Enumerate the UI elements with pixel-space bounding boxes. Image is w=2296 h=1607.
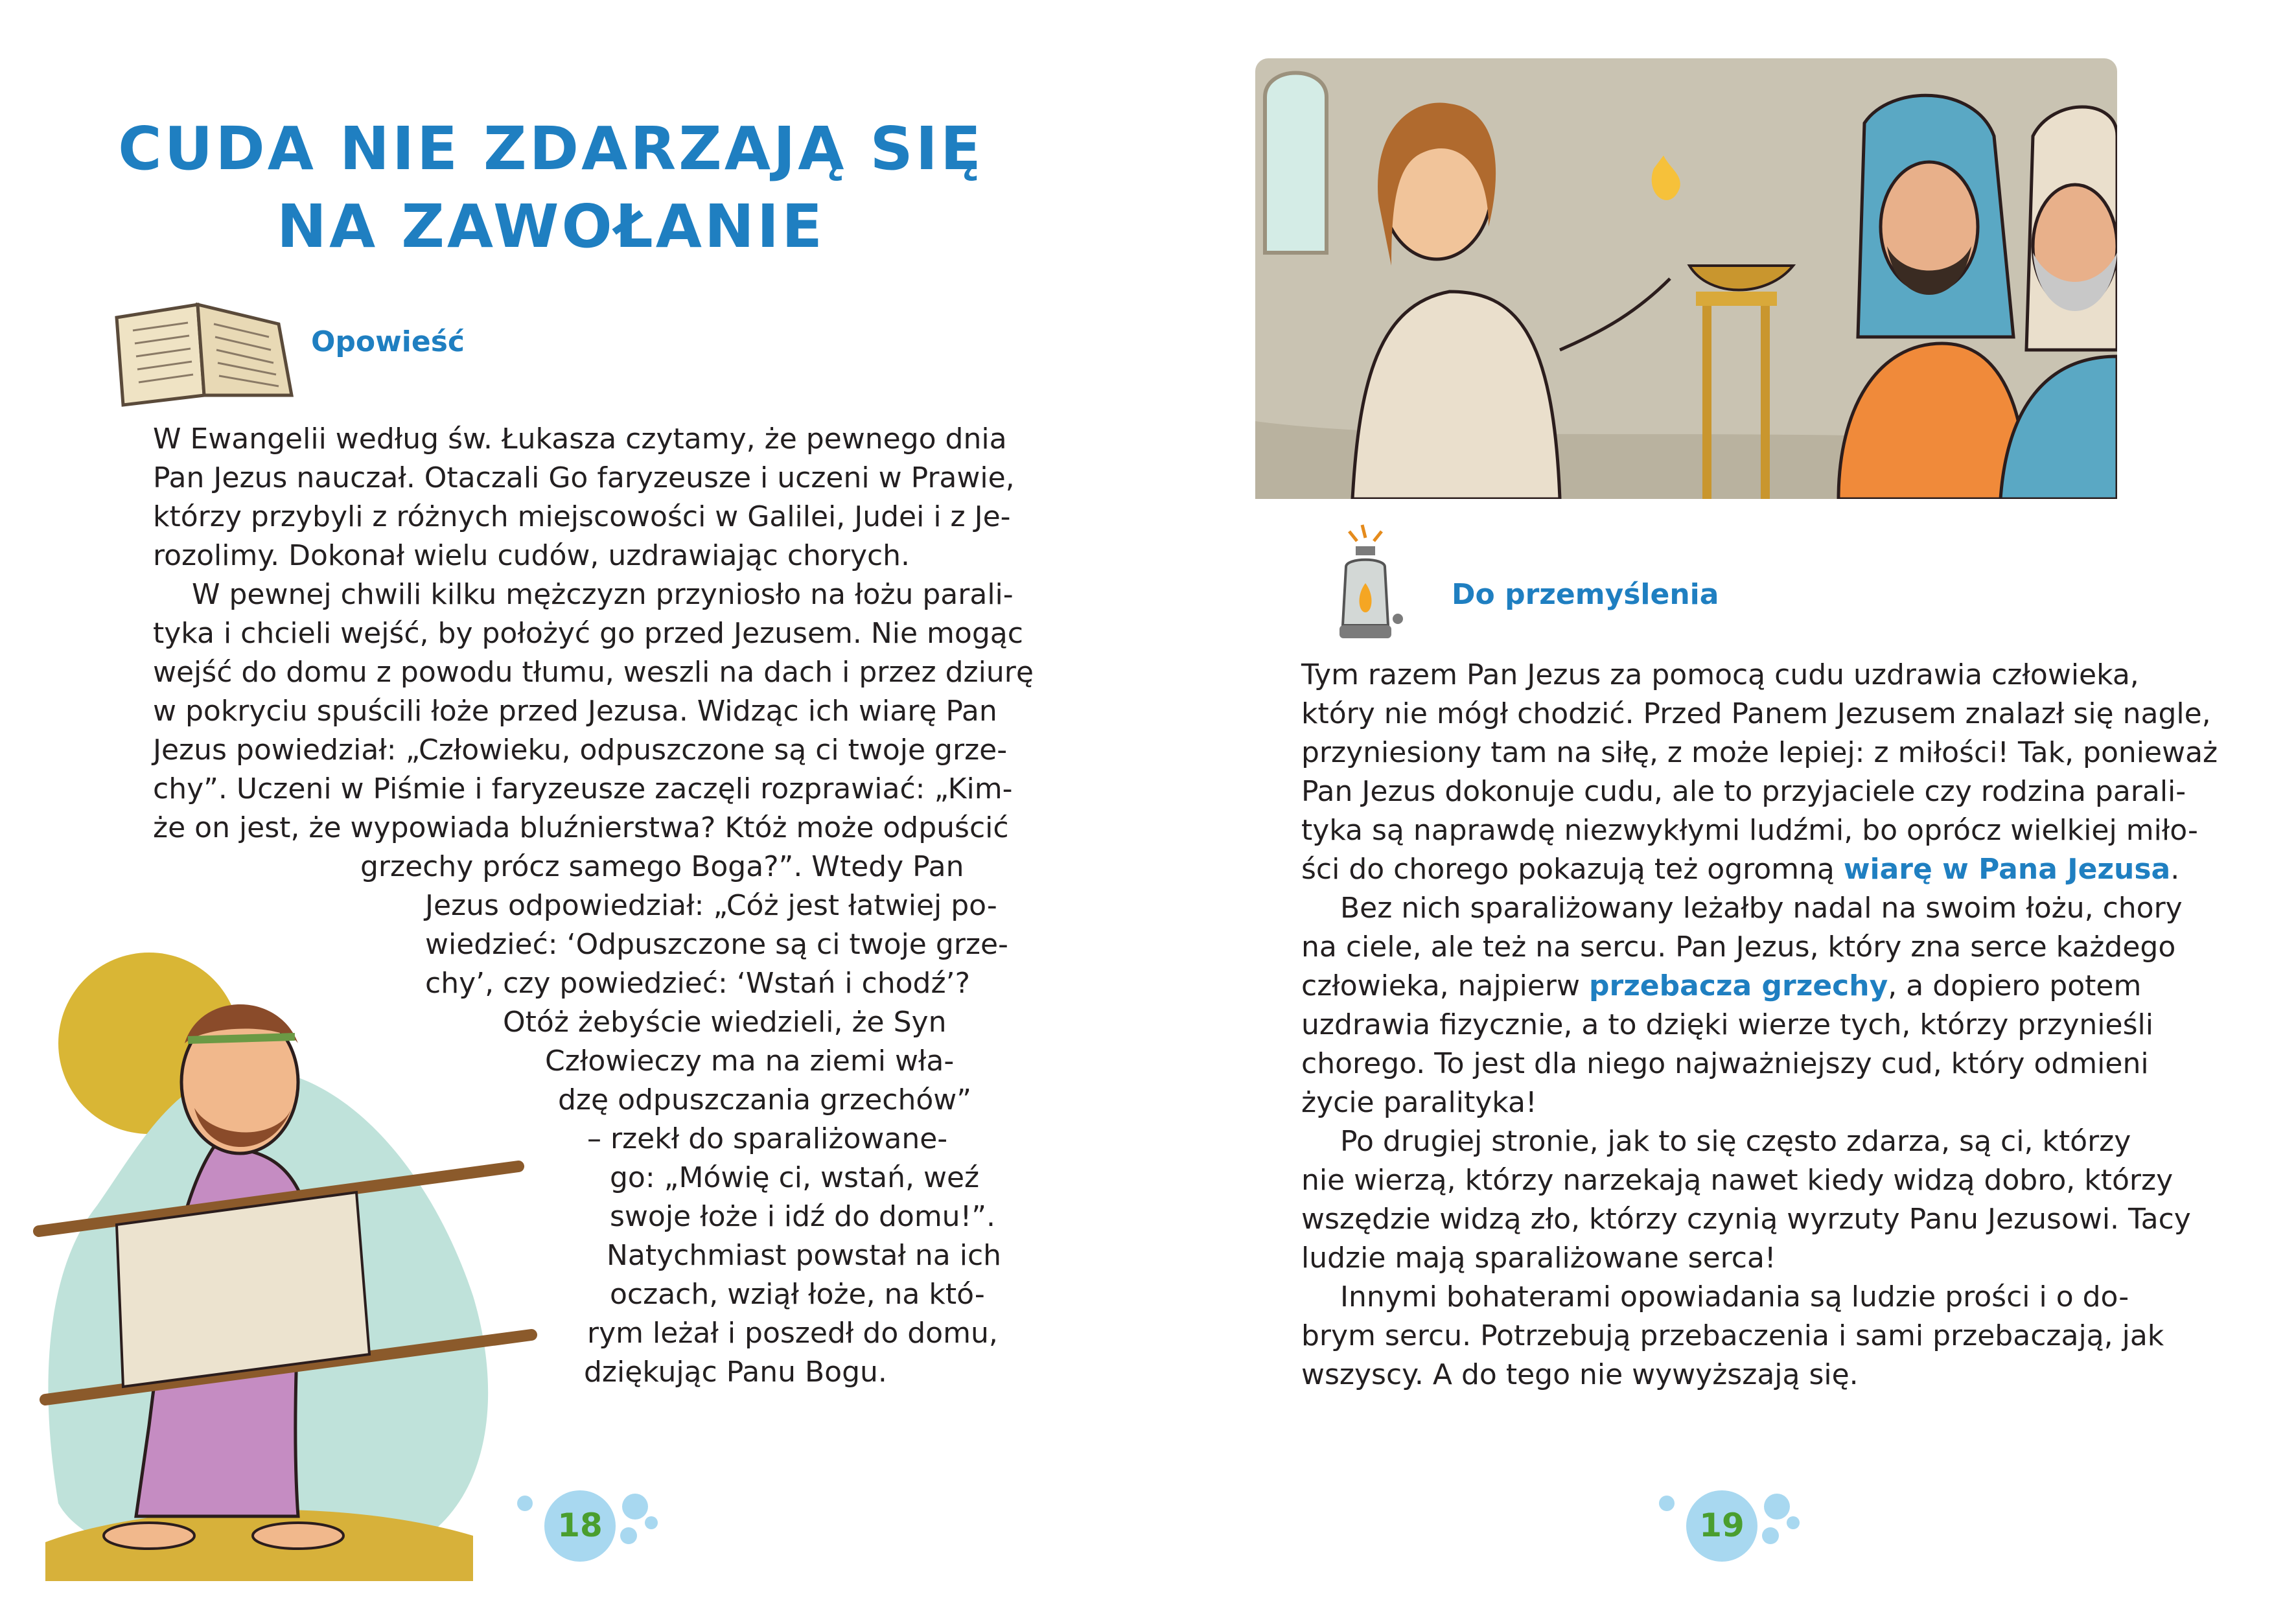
reflection-line: wszyscy. A do tego nie wywyższają się. [1301,1358,1859,1391]
story-line: którzy przybyli z różnych miejscowości w Galilei, Judei i z Je- [153,500,1011,533]
reflection-line: Bez nich sparaliżowany leżałby nadal na swoim łożu, chory [1340,892,2183,925]
story-line: wiedzieć: ‘Odpuszczone są ci twoje grze- [425,928,1008,961]
reflection-line: Tym razem Pan Jezus za pomocą cudu uzdrawia człowieka, [1301,658,2139,691]
page-title [117,110,985,266]
story-line: rym leżał i poszedł do domu, [587,1317,998,1350]
reflection-text-part: człowieka, najpierw [1301,969,1589,1002]
highlight-faith: wiarę w Pana Jezusa [1843,853,2171,886]
story-line: że on jest, że wypowiada bluźnierstwa? Któż może odpuścić [153,811,1009,844]
reflection-text-part: ści do chorego pokazują też ogromną [1301,853,1844,886]
story-line: swoje łoże i idź do domu!”. [610,1200,995,1233]
reflection-line: życie paralityka! [1301,1086,1537,1119]
story-line: go: „Mówię ci, wstań, weź [610,1161,980,1194]
story-line: tyka i chcieli wejść, by położyć go przed Jezusem. Nie mogąc [153,617,1023,650]
page-number: 19 [1699,1507,1745,1544]
reflection-line: brym sercu. Potrzebują przebaczenia i sami przebaczają, jak [1301,1319,2164,1352]
reflection-line: wszędzie widzą zło, którzy czynią wyrzuty Panu Jezusowi. Tacy [1301,1203,2191,1236]
illustration-jesus-teaching [1255,58,2117,499]
reflection-line: Po drugiej stronie, jak to się często zdarza, są ci, którzy [1340,1125,2131,1158]
reflection-line: uzdrawia fizycznie, a to dzięki wierze tych, którzy przynieśli [1301,1008,2153,1041]
story-line: Jezus powiedział: „Człowieku, odpuszczone są ci twoje grze- [153,734,1008,767]
reflection-text [1301,656,2218,1394]
highlight-forgives-sins: przebacza grzechy [1589,969,1888,1002]
section-heading-reflection: Do przemyślenia [1452,578,1719,611]
story-line: Pan Jezus nauczał. Otaczali Go faryzeusze i uczeni w Prawie, [153,461,1015,494]
title-line-1: CUDA NIE ZDARZAJĄ SIĘ [118,114,984,183]
story-line: wejść do domu z powodu tłumu, weszli na dach i przez dziurę [153,656,1034,689]
story-line: grzechy prócz samego Boga?”. Wtedy Pan [360,850,964,883]
reflection-line: Pan Jezus dokonuje cudu, ale to przyjaciele czy rodzina parali- [1301,775,2186,808]
open-book-icon [110,298,298,408]
reflection-line: chorego. To jest dla niego najważniejszy cud, który odmieni [1301,1047,2149,1080]
reflection-text-part: , a dopiero potem [1888,969,2142,1002]
story-line: Natychmiast powstał na ich [607,1239,1002,1272]
right-page [1148,0,2296,1607]
story-line: – rzekł do sparaliżowane- [587,1122,948,1155]
reflection-line: który nie mógł chodzić. Przed Panem Jezusem znalazł się nagle, [1301,697,2211,730]
reflection-line: nie wierzą, którzy narzekają nawet kiedy widzą dobro, którzy [1301,1164,2174,1197]
story-line: rozolimy. Dokonał wielu cudów, uzdrawiając chorych. [153,539,910,572]
story-line: W Ewangelii według św. Łukasza czytamy, że pewnego dnia [153,422,1007,456]
story-line: Człowieczy ma na ziemi wła- [545,1045,955,1078]
title-line-2: NA ZAWOŁANIE [276,192,826,261]
page-number: 18 [557,1507,603,1544]
reflection-text-part: . [2170,853,2180,886]
left-page [0,0,1147,1607]
story-line: W pewnej chwili kilku mężczyzn przyniosło na łożu parali- [192,578,1014,611]
reflection-line: Innymi bohaterami opowiadania są ludzie prości i o do- [1340,1280,2129,1313]
story-line: chy”. Uczeni w Piśmie i faryzeusze zaczęli rozprawiać: „Kim- [153,772,1013,805]
story-line: dzę odpuszczania grzechów” [558,1083,972,1116]
story-line: Jezus odpowiedział: „Cóż jest łatwiej po- [425,889,997,922]
story-line: Otóż żebyście wiedzieli, że Syn [503,1006,947,1039]
oil-lamp-icon [1336,522,1408,651]
reflection-line: na ciele, ale też na sercu. Pan Jezus, który zna serce każdego [1301,931,2176,964]
section-heading-story: Opowieść [311,325,465,358]
reflection-line [1301,850,2180,889]
reflection-line: tyka są naprawdę niezwykłymi ludźmi, bo oprócz wielkiej miło- [1301,814,2198,847]
reflection-line [1301,967,2157,1006]
reflection-line: przyniesiony tam na siłę, z może lepiej: z miłości! Tak, ponieważ [1301,736,2218,769]
story-line: dziękując Panu Bogu. [584,1356,887,1389]
story-line: chy’, czy powiedzieć: ‘Wstań i chodź’? [425,967,970,1000]
story-line: w pokryciu spuścili łoże przed Jezusa. Widząc ich wiarę Pan [153,695,997,728]
illustration-man-carrying-bed [19,933,590,1581]
reflection-line: ludzie mają sparaliżowane serca! [1301,1242,1776,1275]
story-line: oczach, wziął łoże, na któ- [610,1278,985,1311]
